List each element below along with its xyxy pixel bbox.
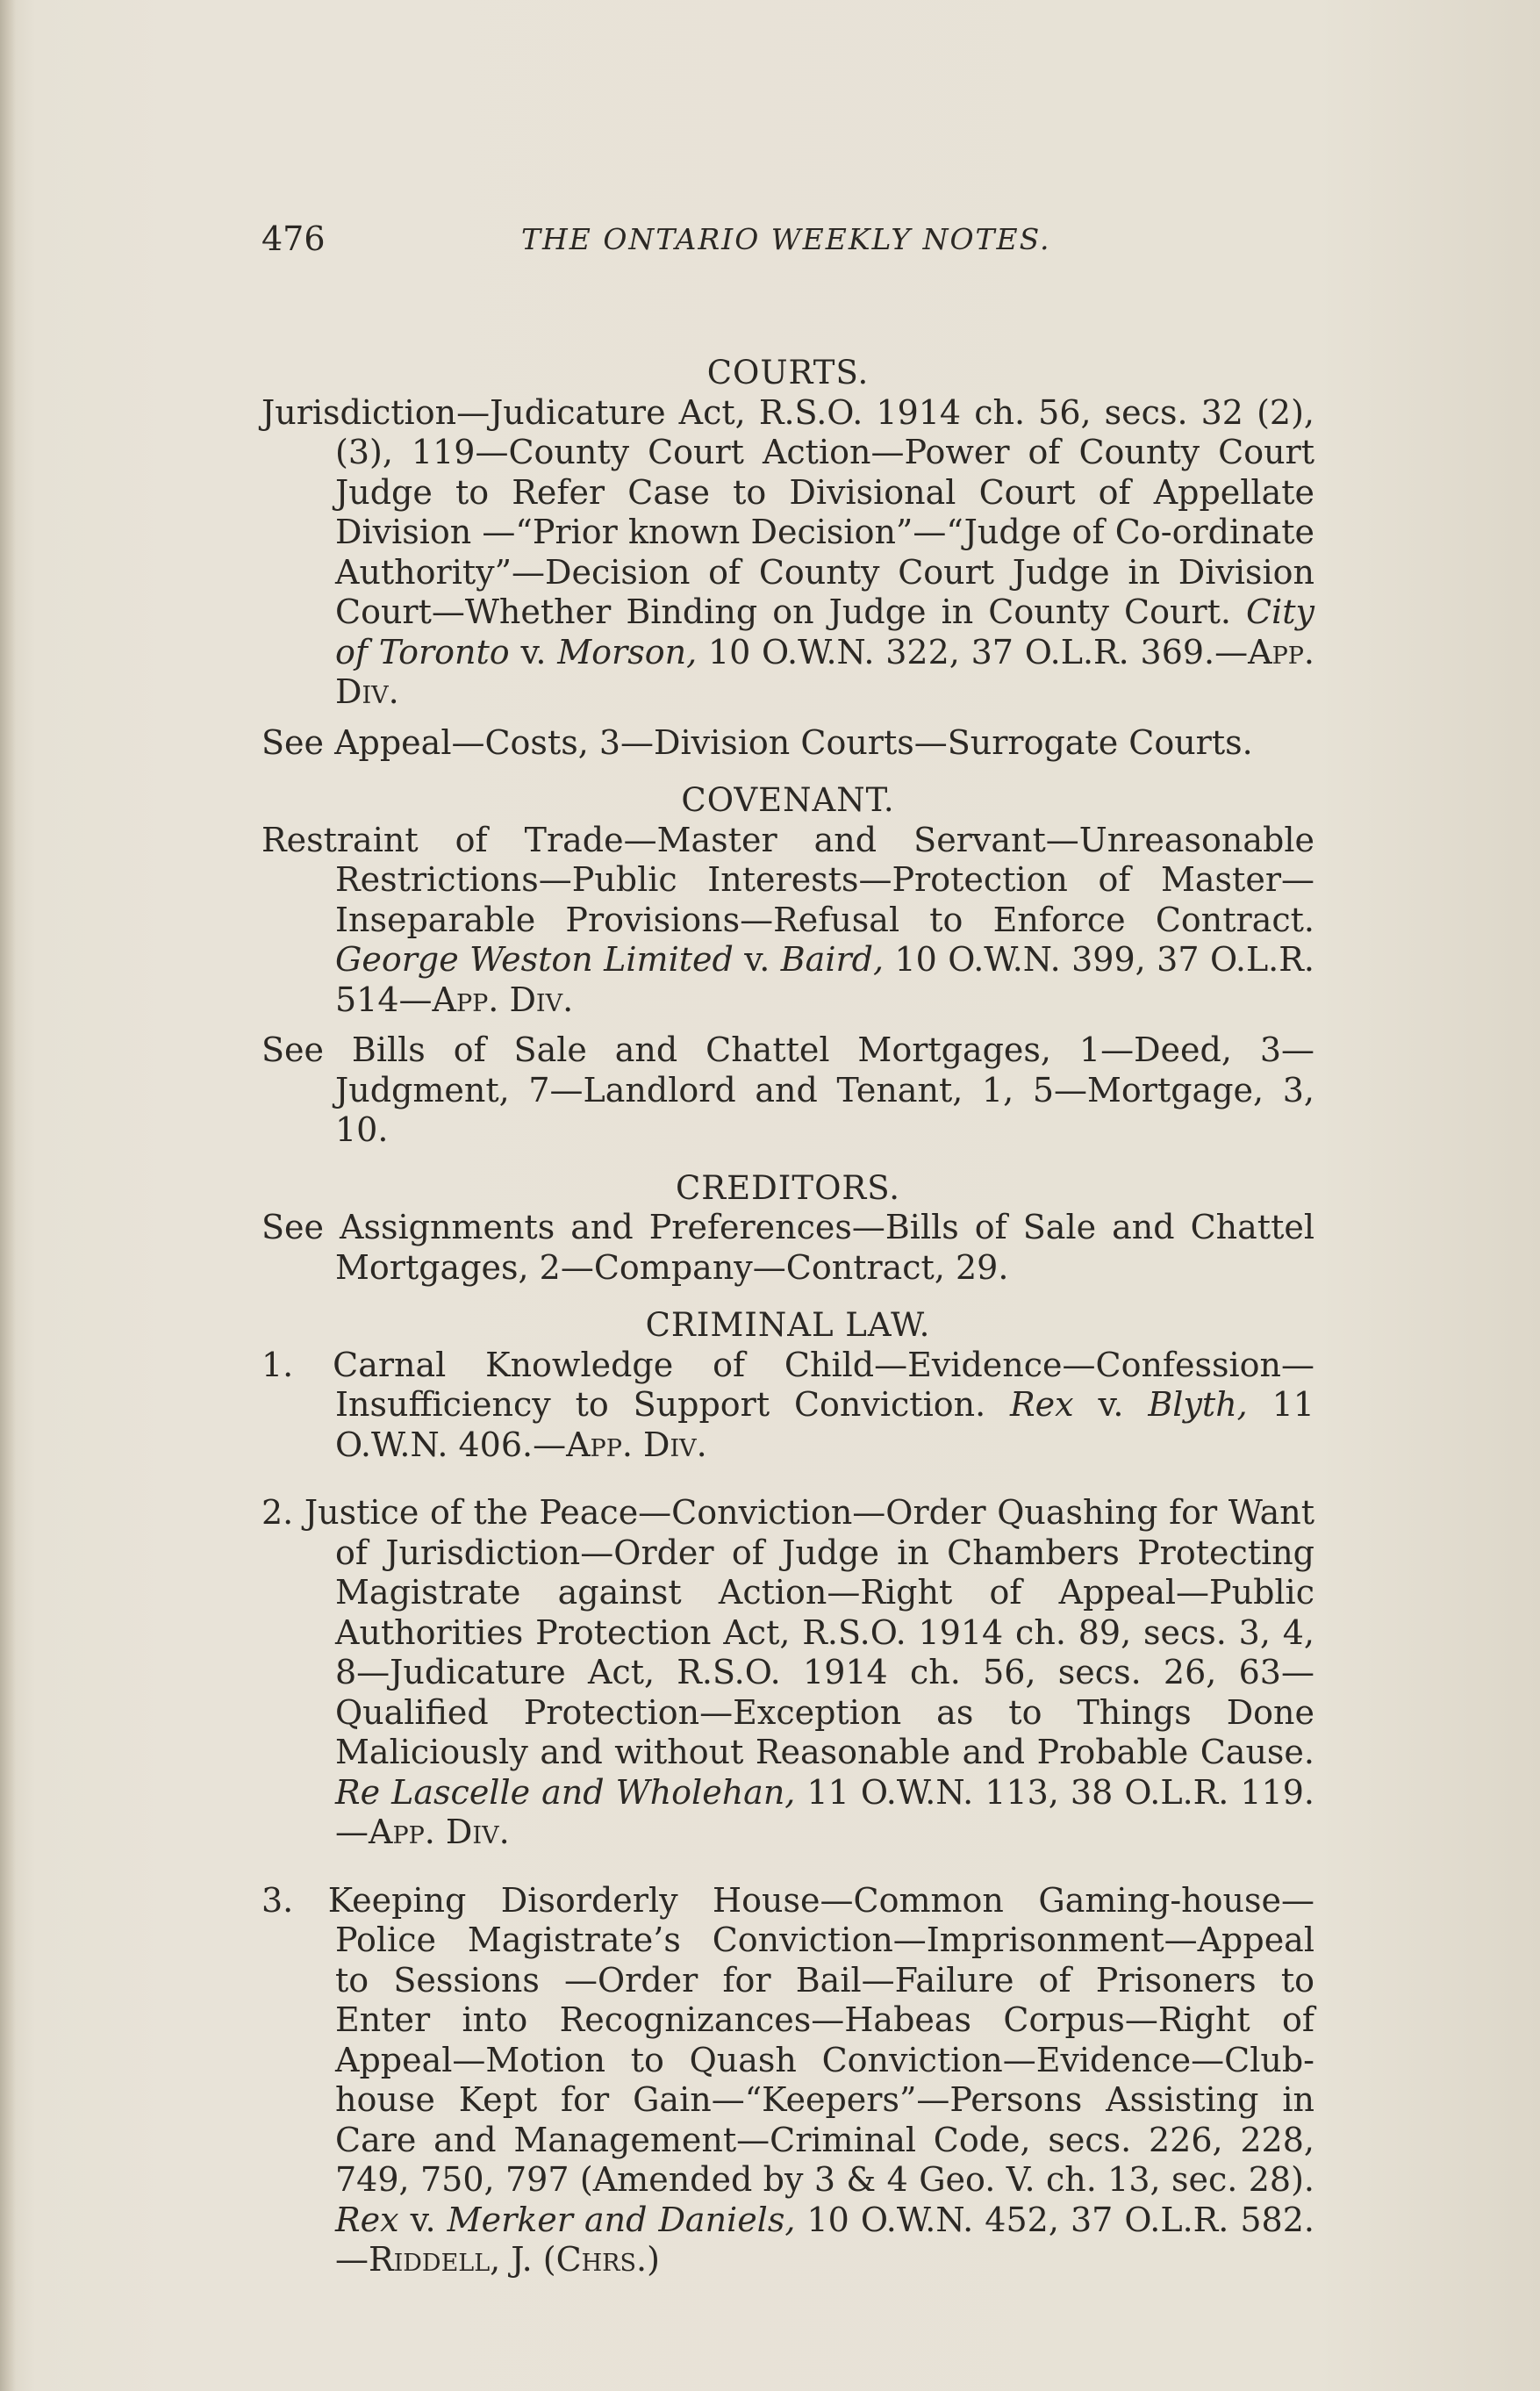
- citation: 10 O.W.N. 452, 37 O.L.R. 582.—: [335, 2200, 1314, 2279]
- criminal-law-item-3: [261, 1881, 1314, 2280]
- citation: 11 O.W.N. 113, 38 O.L.R. 119. —: [335, 1772, 1314, 1851]
- page-number: 476: [261, 219, 326, 258]
- citation: 10 O.W.N. 322, 37 O.L.R. 369.—: [707, 632, 1249, 671]
- see-also-covenant: See Bills of Sale and Chattel Mortgages, 1—Deed, 3—Judgment, 7—Landlord and Tenant, 1, 5—Mortgage, 3, 10.: [261, 1030, 1314, 1149]
- case-name: Rex: [1010, 1385, 1074, 1424]
- case-name: Re Lascelle and Wholehan,: [335, 1772, 796, 1812]
- citation: 11 O.W.N. 406.—: [335, 1385, 1314, 1464]
- running-head: THE ONTARIO WEEKLY NOTES.: [521, 222, 1051, 256]
- entry-text: Restraint of Trade—Master and Servant—Unreasonable Restrictions—Public Interests—Protection of Master—Inseparable Provisions—Refusal to Enforce Contract.: [261, 820, 1314, 939]
- versus: v.: [520, 632, 547, 671]
- section-heading-courts: COURTS.: [706, 354, 870, 391]
- versus: v.: [744, 940, 770, 979]
- case-name: Rex: [335, 2200, 399, 2239]
- criminal-law-item-1: [261, 1346, 1314, 1466]
- page-content: [261, 219, 1314, 2280]
- entry-covenant-restraint: [261, 821, 1314, 1021]
- case-party: Blyth,: [1148, 1385, 1248, 1424]
- entry-text: Jurisdiction—Judicature Act, R.S.O. 1914 ch. 56, secs. 32 (2), (3), 119—County Court Action—Power of County Court Judge to Refer Case to Divisional Court of Appellate Division —“Prior known Decision”—“Judge of Co-ordinate Authority”—Decision of County Court Judge in Division Court—Whether Binding on Judge in County Court.: [261, 392, 1314, 631]
- court: App. Div.: [369, 1813, 510, 1851]
- see-also-creditors: See Assignments and Preferences—Bills of Sale and Chattel Mortgages, 2—Company—Contract, 29.: [261, 1208, 1314, 1287]
- entry-text: 3. Keeping Disorderly House—Common Gaming-house—Police Magistrate’s Conviction—Imprisonment—Appeal to Sessions —Order for Bail—Failure of Prisoners to Enter into Recognizances—Habeas Corpus—Right of Appeal—Motion to Quash Conviction—Evidence—Club-house Kept for Gain—“Keepers”—Persons Assisting in Care and Management—Criminal Code, secs. 226, 228, 749, 750, 797 (Amended by 3 & 4 Geo. V. ch. 13, sec. 28).: [261, 1880, 1314, 2199]
- case-name: George Weston Limited: [335, 940, 734, 979]
- section-heading-criminal-law: CRIMINAL LAW.: [645, 1306, 931, 1344]
- section-heading-covenant: COVENANT.: [681, 781, 895, 819]
- court: App. Div.: [335, 632, 1314, 711]
- court: App. Div.: [432, 980, 574, 1019]
- case-name: City of Toronto: [335, 592, 1314, 671]
- see-also-courts: See Appeal—Costs, 3—Division Courts—Surrogate Courts.: [261, 722, 1253, 762]
- court: Riddell, J. (Chrs.): [369, 2240, 660, 2279]
- case-party: Merker and Daniels,: [447, 2200, 796, 2239]
- section-heading-creditors: CREDITORS.: [675, 1168, 901, 1207]
- entry-text: 1. Carnal Knowledge of Child—Evidence—Confession—Insufficiency to Support Conviction.: [261, 1345, 1314, 1424]
- entry-text: 2. Justice of the Peace—Conviction—Order Quashing for Want of Jurisdiction—Order of Judge in Chambers Protecting Magistrate against Action—Right of Appeal—Public Authorities Protection Act, R.S.O. 1914 ch. 89, secs. 3, 4, 8—Judicature Act, R.S.O. 1914 ch. 56, secs. 26, 63—Qualified Protection—Exception as to Things Done Maliciously and without Reasonable and Probable Cause.: [261, 1493, 1314, 1771]
- binding-edge: [0, 0, 16, 2391]
- criminal-law-item-2: [261, 1493, 1314, 1853]
- court: App. Div.: [566, 1425, 707, 1464]
- versus: v.: [1098, 1385, 1124, 1424]
- versus: v.: [410, 2200, 436, 2239]
- case-party: Morson,: [557, 632, 698, 671]
- case-party: Baird,: [780, 940, 885, 979]
- entry-courts-jurisdiction: [261, 393, 1314, 713]
- citation: 10 O.W.N. 399, 37 O.L.R. 514—: [335, 940, 1314, 1019]
- page-header: [261, 219, 1314, 272]
